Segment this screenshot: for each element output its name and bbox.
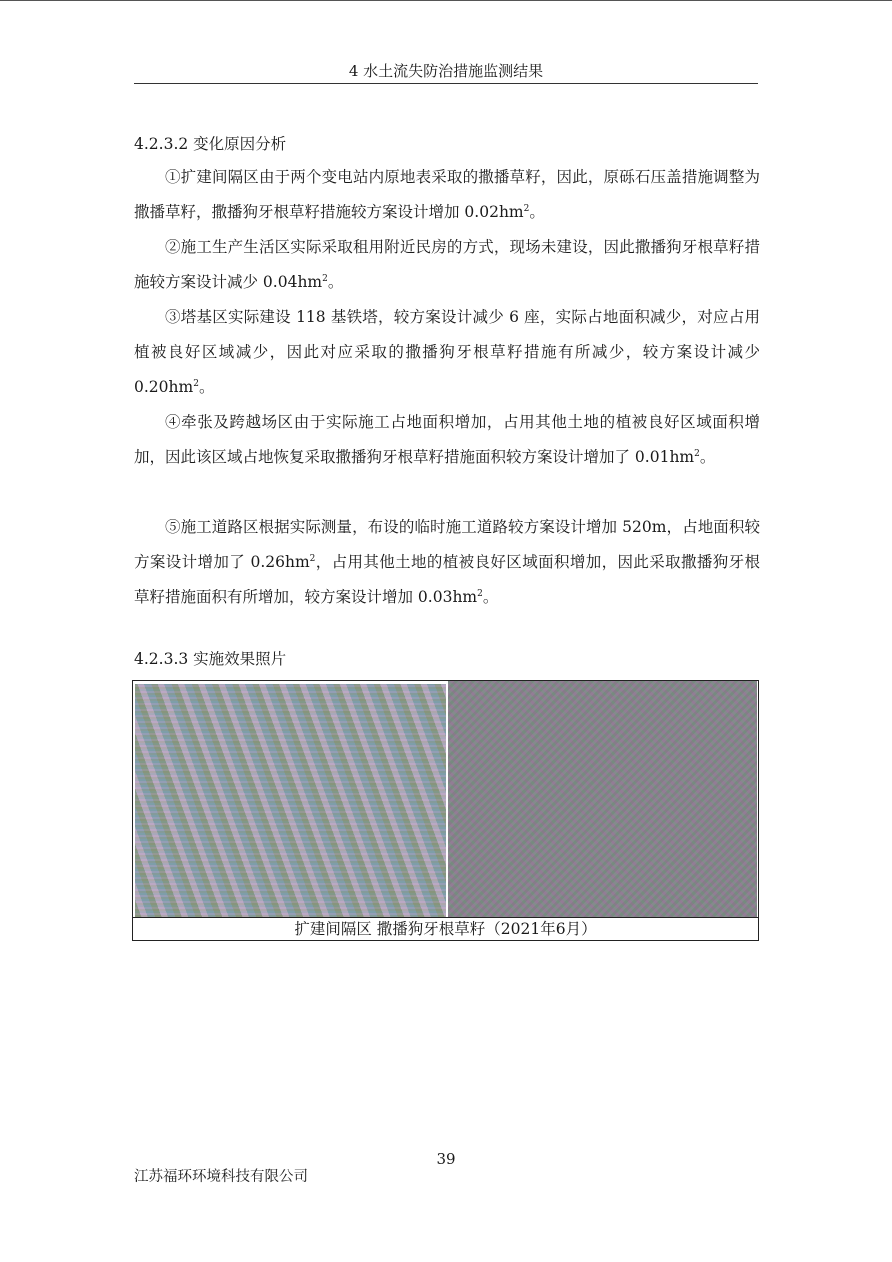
running-header: 4 水土流失防治措施监测结果 — [348, 62, 544, 80]
paragraph-3 — [134, 300, 760, 405]
paragraph-4 — [134, 405, 760, 475]
paragraph-tail: 。 — [699, 448, 716, 466]
superscript: 2 — [523, 203, 530, 214]
section-heading-4232: 4.2.3.2 变化原因分析 — [134, 135, 287, 153]
paragraph-text-continued: ，占用其他土地的植被良好区域面积增加，因此采取撒播狗牙根草籽措施面积有所增加，较方案设计增加 0.03hm — [134, 553, 760, 606]
paragraph-tail: 。 — [529, 203, 545, 221]
superscript: 2 — [309, 553, 316, 564]
footer-company: 江苏福环环境科技有限公司 — [134, 1169, 308, 1185]
photo-frame — [132, 680, 759, 941]
photo-divider — [446, 681, 447, 917]
superscript: 2 — [477, 588, 483, 599]
paragraph-text: ④牵张及跨越场区由于实际施工占地面积增加，占用其他土地的植被良好区域面积增加，因此该区域占地恢复采取撒播狗牙根草籽措施面积较方案设计增加了 0.01hm — [134, 413, 760, 466]
paragraph-text: ①扩建间隔区由于两个变电站内原地表采取的撒播草籽，因此，原砾石压盖措施调整为撒播草籽，撒播狗牙根草籽措施较方案设计增加 0.02hm — [134, 168, 760, 221]
paragraph-text: ③塔基区实际建设 118 基铁塔，较方案设计减少 6 座，实际占地面积减少，对应占用植被良好区域减少，因此对应采取的撒播狗牙根草籽措施有所减少，较方案设计减少 0.20hm — [134, 308, 760, 396]
header-rule — [134, 83, 758, 84]
paragraph-5 — [134, 510, 760, 615]
paragraph-2 — [134, 230, 760, 300]
paragraph-tail: 。 — [327, 273, 344, 291]
paragraph-tail: 。 — [482, 588, 499, 606]
paragraph-text: ②施工生产生活区实际采取租用附近民房的方式，现场未建设，因此撒播狗牙根草籽措施较方案设计减少 0.04hm — [134, 238, 760, 291]
photo-right-image — [448, 681, 757, 917]
paragraph-text: ⑤施工道路区根据实际测量，布设的临时施工道路较方案设计增加 520m，占地面积较方案设计增加了 0.26hm — [134, 518, 760, 571]
paragraph-tail: 。 — [198, 378, 215, 396]
photo-caption: 扩建间隔区 撒播狗牙根草籽（2021年6月） — [294, 920, 597, 938]
superscript: 2 — [193, 378, 199, 389]
paragraph-1 — [134, 160, 760, 230]
page-number: 39 — [436, 1150, 456, 1168]
section-heading-4233: 4.2.3.3 实施效果照片 — [134, 650, 287, 668]
superscript: 2 — [694, 448, 700, 459]
photo-left-image — [135, 684, 446, 917]
superscript: 2 — [322, 273, 328, 284]
page-top-border — [0, 0, 892, 1]
